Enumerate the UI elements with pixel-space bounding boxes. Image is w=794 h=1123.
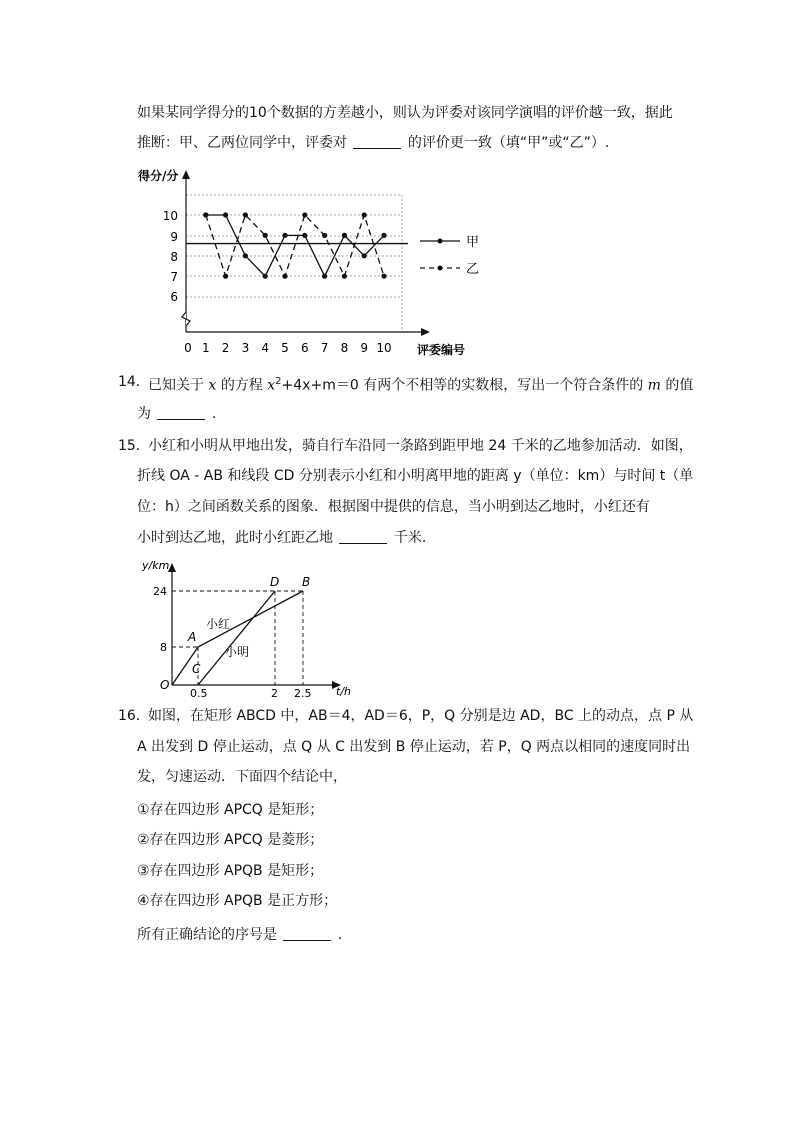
data-point xyxy=(342,274,347,279)
q13-answer-blank xyxy=(353,134,401,149)
xtick-2: 2 xyxy=(271,687,278,700)
q15-line1: 小红和小明从甲地出发，骑自行车沿同一条路到距甲地 24 千米的乙地参加活动．如图， xyxy=(148,438,693,454)
point-B-label: B xyxy=(302,575,311,589)
q15-line2: 折线 OA - AB 和线段 CD 分别表示小红和小明离甲地的距离 y（单位：km）与时间 t（单 xyxy=(137,468,694,484)
y-axis-arrow xyxy=(182,170,190,179)
xiaoming-label: 小明 xyxy=(225,645,250,659)
q13-line2-b: 的评价更一致（填“甲”或“乙”）. xyxy=(407,135,610,151)
q14-eq: x xyxy=(267,377,276,394)
legend xyxy=(420,235,479,277)
q14-eq-sup: 2 xyxy=(275,376,282,387)
x-axis-title: t/h xyxy=(336,685,351,698)
xtick-0.5: 0.5 xyxy=(190,687,208,700)
xiaohong-label: 小红 xyxy=(206,617,231,631)
legend-label-yi: 乙 xyxy=(466,262,480,277)
q16-last-line xyxy=(137,925,342,945)
data-point xyxy=(302,212,307,217)
q14-line2 xyxy=(137,404,216,424)
data-point xyxy=(203,212,208,217)
ytick-label: 9 xyxy=(170,230,178,244)
q14-number: 14． xyxy=(118,374,150,390)
distance-time-graph xyxy=(140,555,370,700)
point-C-label: C xyxy=(192,662,201,676)
data-point xyxy=(362,253,367,258)
q15-text: 小时到达乙地，此时小红距乙地 xyxy=(137,530,333,546)
ytick-24: 24 xyxy=(153,585,167,598)
q14-eq: +4x+m＝0 xyxy=(281,377,359,394)
q16-answer-blank xyxy=(283,926,331,941)
xtick-label: 0 xyxy=(184,341,192,355)
q15-number: 15． xyxy=(118,438,150,454)
xtick-label: 4 xyxy=(261,341,270,355)
xtick-label: 5 xyxy=(281,341,289,355)
data-point xyxy=(362,212,367,217)
y-axis-title: y/km xyxy=(142,559,170,572)
data-point xyxy=(263,274,268,279)
q15-answer-blank xyxy=(339,529,387,544)
q16-line3: 发，匀速运动．下面四个结论中， xyxy=(137,769,347,785)
data-point xyxy=(381,233,386,238)
xtick-label: 2 xyxy=(221,341,230,355)
q15-text: 千米. xyxy=(393,530,427,546)
q14-var-x: x xyxy=(208,377,217,394)
q13-line2-a: 推断：甲、乙两位同学中，评委对 xyxy=(137,135,347,151)
data-point xyxy=(381,274,386,279)
legend-label-jia: 甲 xyxy=(466,235,480,250)
data-point xyxy=(282,233,287,238)
origin-label: O xyxy=(160,678,170,692)
data-point xyxy=(322,233,327,238)
axis-break xyxy=(182,312,190,326)
q14-text: 的方程 xyxy=(220,377,263,394)
q14-text: 已知关于 xyxy=(148,377,204,394)
xtick-label: 3 xyxy=(241,341,250,355)
xtick-label: 8 xyxy=(340,341,349,355)
q14-text: 为 xyxy=(137,406,151,422)
data-point xyxy=(322,274,327,279)
xtick-label: 7 xyxy=(320,341,329,355)
q16-line1: 如图，在矩形 ABCD 中，AB＝4，AD＝6，P，Q 分别是边 AD，BC 上的动点，点 P 从 xyxy=(148,708,694,724)
xtick-2.5: 2.5 xyxy=(294,687,312,700)
point-A-label: A xyxy=(188,630,197,644)
x-axis-title: 评委编号 xyxy=(417,343,466,357)
q13-line1: 如果某同学得分的10个数据的方差越小，则认为评委对该同学演唱的评价越一致，据此 xyxy=(137,105,673,121)
xiaoming-line xyxy=(198,591,275,685)
q16-number: 16． xyxy=(118,708,150,724)
q16-text: . xyxy=(337,927,343,943)
q16-option-1: ①存在四边形 APCQ 是矩形； xyxy=(137,802,324,818)
q16-line2: A 出发到 D 停止运动，点 Q 从 C 出发到 B 停止运动，若 P，Q 两点以相同的速度同时出 xyxy=(137,739,691,755)
ytick-label: 8 xyxy=(170,250,178,264)
q15-line3: 位：h）之间函数关系的图象．根据图中提供的信息，当小明到达乙地时，小红还有 xyxy=(137,499,650,515)
data-point xyxy=(243,253,248,258)
q15-line4 xyxy=(137,528,426,548)
q14-var-m: m xyxy=(647,377,661,394)
data-point xyxy=(302,233,307,238)
point-D-label: D xyxy=(270,575,280,589)
data-point xyxy=(263,233,268,238)
x-axis-arrow xyxy=(421,328,430,336)
score-chart xyxy=(130,160,490,365)
q14-text: 有两个不相等的实数根，写出一个符合条件的 xyxy=(363,377,644,394)
ytick-label: 10 xyxy=(162,209,178,223)
xtick-label: 10 xyxy=(376,341,392,355)
q14-text: . xyxy=(211,406,217,422)
q13-line2 xyxy=(137,133,609,153)
ytick-8: 8 xyxy=(160,641,167,654)
series-line-yi xyxy=(206,215,384,276)
ytick-label: 7 xyxy=(170,270,178,284)
q16-option-2: ②存在四边形 APCQ 是菱形； xyxy=(137,832,324,848)
data-point xyxy=(243,212,248,217)
q14-text: 的值 xyxy=(665,377,694,394)
xtick-label: 6 xyxy=(300,341,309,355)
data-point xyxy=(223,212,228,217)
q16-text: 所有正确结论的序号是 xyxy=(137,927,277,943)
data-point xyxy=(223,274,228,279)
xtick-label: 9 xyxy=(360,341,369,355)
q16-option-4: ④存在四边形 APQB 是正方形； xyxy=(137,893,338,909)
q16-option-3: ③存在四边形 APQB 是矩形； xyxy=(137,863,324,879)
xtick-label: 1 xyxy=(201,341,210,355)
data-point xyxy=(282,274,287,279)
ytick-label: 6 xyxy=(170,290,178,304)
q14-answer-blank xyxy=(157,405,205,420)
y-axis-title: 得分/分 xyxy=(138,169,179,183)
data-point xyxy=(342,233,347,238)
q14-line1 xyxy=(148,372,693,396)
